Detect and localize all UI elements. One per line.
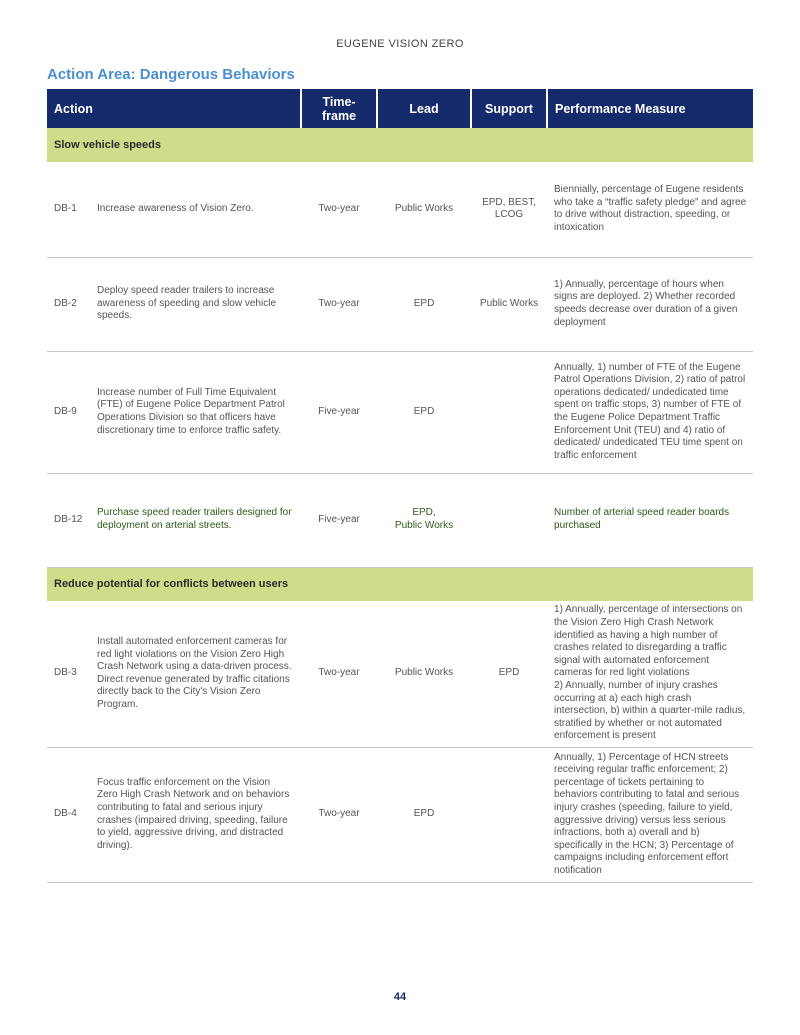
action-description: Focus traffic enforcement on the Vision Zero High Crash Network and on behaviors contributing to fatal and serious injury crashes (impaired driving, speeding, failure to yield, aggressive driving, and distracted driving). <box>94 747 301 882</box>
support-cell <box>471 747 547 882</box>
timeframe-cell: Two-year <box>301 162 377 257</box>
column-header-support: Support <box>471 89 547 128</box>
group-label: Reduce potential for conflicts between users <box>47 567 753 601</box>
column-header-action: Action <box>47 89 301 128</box>
action-description: Increase awareness of Vision Zero. <box>94 162 301 257</box>
column-header-lead: Lead <box>377 89 471 128</box>
timeframe-cell: Five-year <box>301 351 377 473</box>
action-id: DB-9 <box>47 351 94 473</box>
support-cell <box>471 351 547 473</box>
lead-cell: Public Works <box>377 601 471 747</box>
action-id: DB-12 <box>47 473 94 567</box>
lead-cell: EPD <box>377 257 471 351</box>
table-row <box>47 162 753 257</box>
performance-measure-cell: 1) Annually, percentage of intersections on the Vision Zero High Crash Network identified as having a high number of crashes related to disregarding a traffic signal with automated enforcement cameras for red light violations 2) Annually, number of injury crashes occurring at a) each high crash intersection, b) within a quarter-mile radius, stratified by whether or not automated enforcement is present <box>547 601 753 747</box>
column-header-performance-measure: Performance Measure <box>547 89 753 128</box>
performance-measure-cell: Annually, 1) Percentage of HCN streets receiving regular traffic enforcement; 2) percentage of tickets pertaining to behaviors contributing to fatal and serious injury crashes (speeding, failure to yield, aggressive driving) versus less serious infractions, both a) overall and b) specifically in the HCN; 3) Percentage of campaigns including enforcement effort notification <box>547 747 753 882</box>
action-description: Increase number of Full Time Equivalent (FTE) of Eugene Police Department Patrol Operations Division so that officers have discretionary time to enforce traffic safety. <box>94 351 301 473</box>
performance-measure-cell: Number of arterial speed reader boards purchased <box>547 473 753 567</box>
table-row <box>47 601 753 747</box>
timeframe-cell: Two-year <box>301 257 377 351</box>
action-id: DB-3 <box>47 601 94 747</box>
action-id: DB-1 <box>47 162 94 257</box>
support-cell: EPD <box>471 601 547 747</box>
action-description: Deploy speed reader trailers to increase awareness of speeding and slow vehicle speeds. <box>94 257 301 351</box>
table-row <box>47 351 753 473</box>
action-description: Purchase speed reader trailers designed for deployment on arterial streets. <box>94 473 301 567</box>
group-label: Slow vehicle speeds <box>47 128 753 162</box>
table-header-row <box>47 89 753 128</box>
lead-cell: EPD <box>377 747 471 882</box>
support-cell <box>471 473 547 567</box>
performance-measure-cell: Annually, 1) number of FTE of the Eugene Patrol Operations Division, 2) ratio of patrol operations dedicated/ undedicated time spent on traffic stops, 3) number of FTE of the Eugene Police Department Traffic Enforcement Unit (TEU) and 4) ratio of dedicated/ undedicated TEU time spent on traffic enforcement <box>547 351 753 473</box>
action-id: DB-4 <box>47 747 94 882</box>
document-header: EUGENE VISION ZERO <box>336 38 464 50</box>
action-id: DB-2 <box>47 257 94 351</box>
group-row <box>47 128 753 162</box>
lead-cell: Public Works <box>377 162 471 257</box>
table-row <box>47 473 753 567</box>
support-cell: EPD, BEST, LCOG <box>471 162 547 257</box>
table-row <box>47 257 753 351</box>
group-row <box>47 567 753 601</box>
action-description: Install automated enforcement cameras for red light violations on the Vision Zero High Crash Network using a data-driven process. Direct revenue generated by traffic citations directly back to the City's Vision Zero Program. <box>94 601 301 747</box>
section-title: Action Area: Dangerous Behaviors <box>47 66 295 83</box>
lead-cell: EPD <box>377 351 471 473</box>
timeframe-cell: Five-year <box>301 473 377 567</box>
lead-cell: EPD, Public Works <box>377 473 471 567</box>
table-row <box>47 747 753 882</box>
timeframe-cell: Two-year <box>301 601 377 747</box>
column-header-timeframe: Time- frame <box>301 89 377 128</box>
timeframe-cell: Two-year <box>301 747 377 882</box>
performance-measure-cell: 1) Annually, percentage of hours when signs are deployed. 2) Whether recorded speeds decrease over duration of a given deployment <box>547 257 753 351</box>
performance-measure-cell: Biennially, percentage of Eugene residents who take a “traffic safety pledge” and agree to drive without distraction, speeding, or intoxication <box>547 162 753 257</box>
action-table <box>47 89 753 883</box>
support-cell: Public Works <box>471 257 547 351</box>
page-number: 44 <box>393 991 407 1003</box>
